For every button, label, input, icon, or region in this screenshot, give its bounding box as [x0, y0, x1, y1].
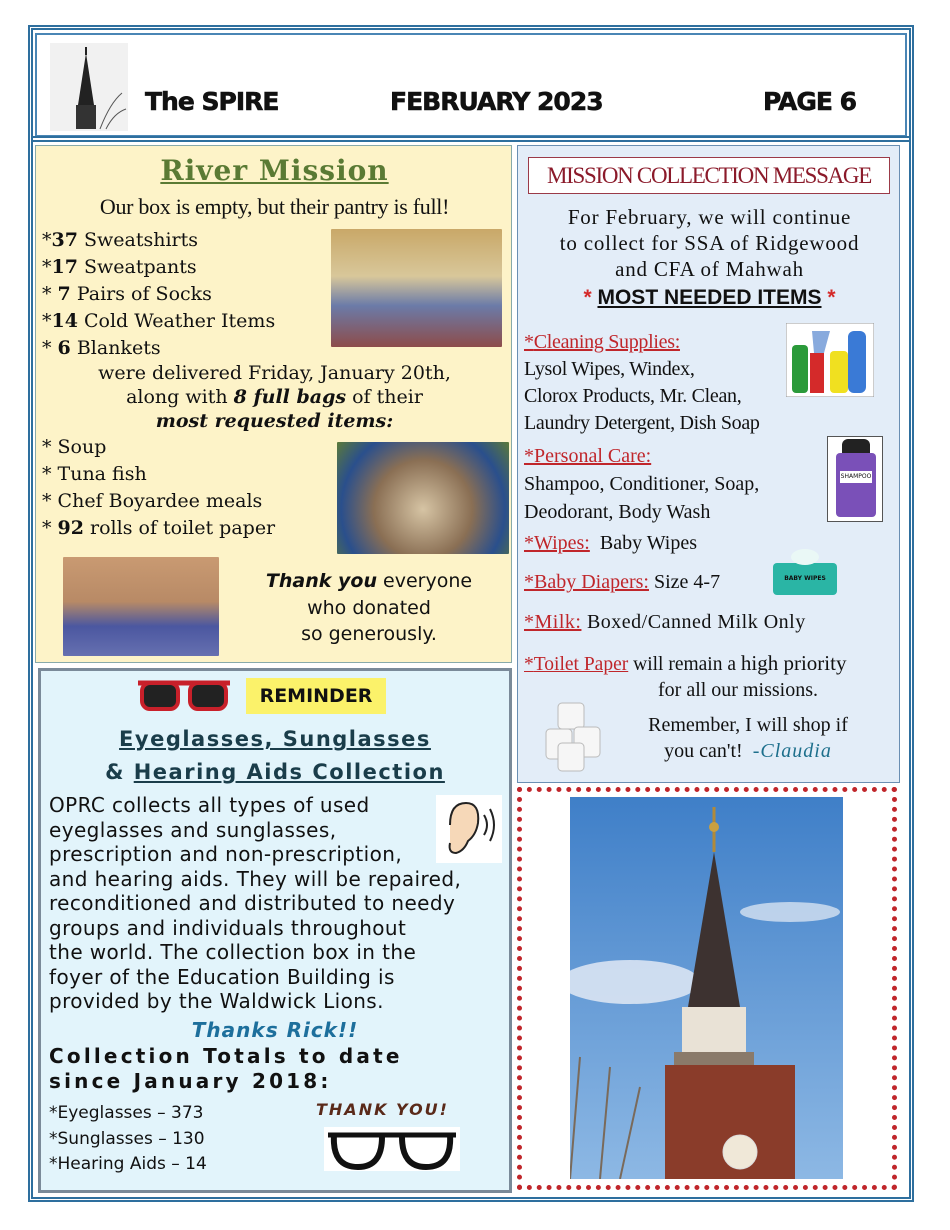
most-needed-heading: * MOST NEEDED ITEMS * — [583, 286, 836, 309]
newsletter-header — [35, 33, 907, 137]
river-subtitle: Our box is empty, but their pantry is full! — [99, 194, 450, 219]
remember-note: Remember, I will shop if you can't! -Claudia — [648, 714, 848, 762]
toilet-rolls-icon — [544, 699, 606, 773]
sunglasses-icon — [136, 677, 232, 715]
list-item: *14 Cold Weather Items — [42, 310, 276, 332]
church-steeple-photo — [570, 797, 843, 1179]
shampoo-bottle-icon: SHAMPOO — [827, 436, 883, 522]
thank-you-label: THANK YOU! — [316, 1100, 449, 1119]
river-mission-section — [35, 145, 512, 663]
list-item: *Hearing Aids – 14 — [49, 1154, 207, 1174]
toilet-paper-item: *Toilet Paper will remain a high priority — [524, 651, 847, 675]
toilet-paper-note: for all our missions. — [658, 679, 818, 701]
ear-icon — [436, 795, 502, 863]
list-item: * Soup — [42, 436, 107, 458]
river-mission-title: River Mission — [160, 154, 389, 187]
list-item: * 6 Blankets — [42, 337, 161, 359]
list-item: *17 Sweatpants — [42, 256, 197, 278]
baby-wipes-icon: BABY WIPES — [773, 549, 837, 597]
car-trunk-photo — [337, 442, 509, 554]
milk-item: *Milk: Boxed/Canned Milk Only — [524, 611, 806, 633]
reminder-label: REMINDER — [246, 678, 386, 714]
requested-list — [42, 434, 275, 542]
list-item: *37 Sweatshirts — [42, 229, 199, 251]
donations-table-photo — [331, 229, 502, 347]
list-item: * Chef Boyardee meals — [42, 490, 263, 512]
mission-intro: For February, we will continue to collect for SSA of Ridgewood and CFA of Mahwah — [559, 205, 860, 281]
diapers-item: *Baby Diapers: Size 4-7 — [524, 571, 721, 593]
page-number: PAGE 6 — [763, 87, 857, 116]
thank-you-note: Thank you everyone who donated so generously. — [265, 570, 473, 645]
totals-list — [49, 1101, 207, 1178]
wipes-item: *Wipes: Baby Wipes — [524, 532, 698, 554]
church-photo-frame — [517, 787, 897, 1190]
delivery-note: were delivered Friday, January 20th, along with 8 full bags of their most requested items: — [98, 362, 451, 432]
eyeglasses-icon — [324, 1127, 460, 1171]
eyeglasses-collection-section — [38, 668, 512, 1193]
eyeglasses-heading: Eyeglasses, Sunglasses & Hearing Aids Collection — [105, 727, 445, 784]
mission-collection-section — [517, 145, 900, 783]
signature: -Claudia — [752, 740, 832, 762]
list-item: * 92 rolls of toilet paper — [42, 517, 276, 539]
header-divider — [33, 136, 909, 142]
personal-care: *Personal Care: Shampoo, Conditioner, Soap, Deodorant, Body Wash — [524, 445, 760, 523]
list-item: *Eyeglasses – 373 — [49, 1103, 204, 1123]
cleaning-bottles-icon — [786, 323, 874, 397]
donation-list — [42, 227, 275, 362]
totals-heading: Collection Totals to date since January 2018: — [49, 1044, 403, 1093]
list-item: *Sunglasses – 130 — [49, 1128, 205, 1149]
eyeglasses-body: OPRC collects all types of used eyeglasses and sunglasses, prescription and non-prescription, and hearing aids. They will be repaired, reconditioned and distributed to needy groups and individuals throughout the world. The collection box in the foyer of the Education Building is provided by the Waldwick Lions. — [49, 793, 462, 1013]
cleaning-supplies: *Cleaning Supplies: Lysol Wipes, Windex, Clorox Products, Mr. Clean, Laundry Detergent, Dish Soap — [524, 331, 760, 434]
spire-logo-icon — [50, 43, 128, 131]
thanks-rick: Thanks Rick!! — [191, 1018, 359, 1042]
list-item: * Tuna fish — [42, 463, 147, 485]
publication-title: The SPIRE — [145, 87, 279, 116]
mission-banner: MISSION COLLECTION MESSAGE — [528, 157, 890, 194]
list-item: * 7 Pairs of Socks — [42, 283, 212, 305]
issue-date: FEBRUARY 2023 — [390, 87, 603, 116]
food-table-photo — [63, 557, 219, 656]
